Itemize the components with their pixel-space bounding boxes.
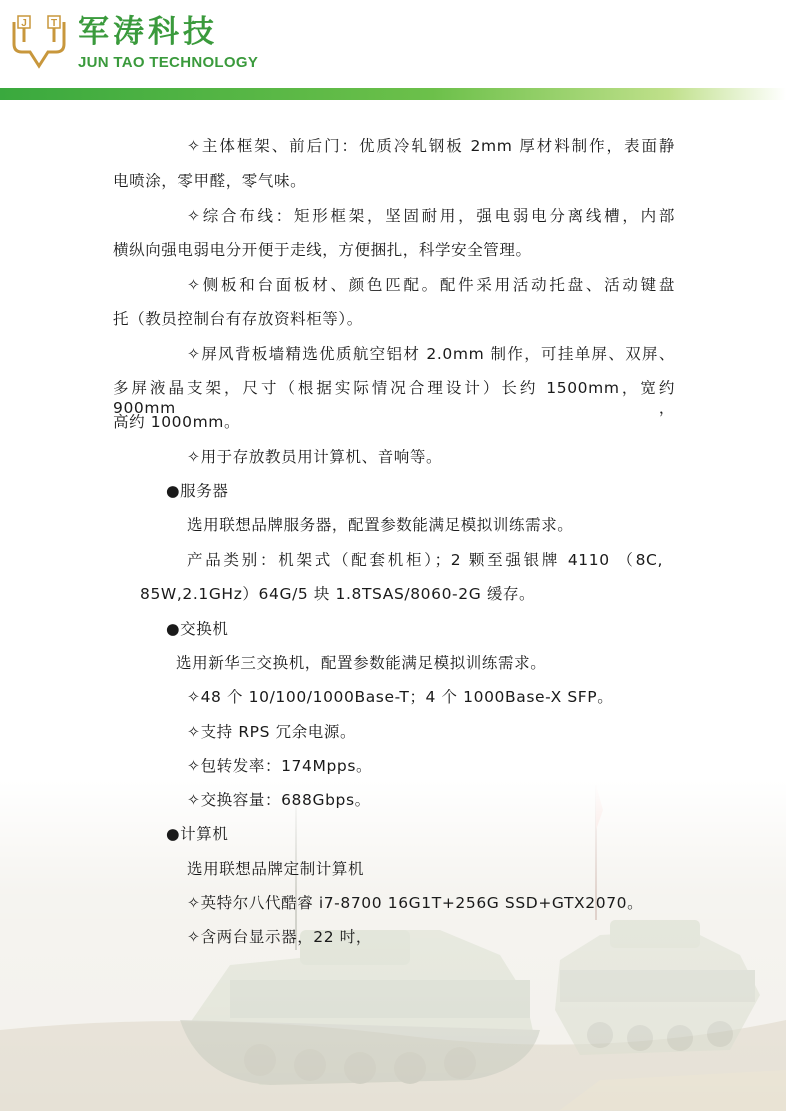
switch-line-1: 选用新华三交换机，配置参数能满足模拟训练需求。 [176, 654, 547, 672]
computer-line-2: ✧英特尔八代酷睿 i7-8700 16G1T+256G SSD+GTX2070。 [187, 894, 644, 912]
paragraph-screen-line-1: ✧屏风背板墙精选优质航空铝材 2.0mm 制作，可挂单屏、双屏、 [187, 345, 675, 363]
paragraph-storage: ✧用于存放教员用计算机、音响等。 [187, 448, 443, 466]
paragraph-frame-line-1: ✧主体框架、前后门：优质冷轧钢板 2mm 厚材料制作，表面静 [187, 137, 675, 155]
computer-line-3: ✧含两台显示器，22 吋， [187, 928, 372, 946]
server-line-3: 85W,2.1GHz）64G/5 块 1.8TSAS/8060-2G 缓存。 [140, 585, 536, 603]
paragraph-panels-line-1: ✧侧板和台面板材、颜色匹配。配件采用活动托盘、活动键盘 [187, 276, 675, 294]
svg-text:T: T [50, 18, 58, 29]
paragraph-screen-line-2: 多屏液晶支架，尺寸（根据实际情况合理设计）长约 1500mm，宽约 900mm， [113, 379, 675, 417]
server-line-2: 产品类别：机架式（配套机柜）；2 颗至强银牌 4110 （8C, [187, 551, 663, 569]
computer-line-1: 选用联想品牌定制计算机 [187, 860, 365, 878]
paragraph-panels-line-2: 托（教员控制台有存放资料柜等）。 [113, 310, 363, 328]
section-heading-computer: ●计算机 [166, 825, 229, 843]
switch-line-2: ✧48 个 10/100/1000Base-T；4 个 1000Base-X SFP。 [187, 688, 614, 706]
switch-line-5: ✧交换容量：688Gbps。 [187, 791, 371, 809]
paragraph-frame-line-2: 电喷涂，零甲醛，零气味。 [113, 172, 307, 190]
paragraph-wiring-line-2: 横纵向强电弱电分开便于走线，方便捆扎，科学安全管理。 [113, 241, 532, 259]
section-heading-server: ●服务器 [166, 482, 229, 500]
svg-text:J: J [21, 18, 27, 29]
paragraph-wiring-line-1: ✧综合布线：矩形框架，坚固耐用，强电弱电分离线槽，内部 [187, 207, 675, 225]
section-heading-switch: ●交换机 [166, 620, 229, 638]
switch-line-3: ✧支持 RPS 冗余电源。 [187, 723, 357, 741]
switch-line-4: ✧包转发率：174Mpps。 [187, 757, 373, 775]
server-line-1: 选用联想品牌服务器，配置参数能满足模拟训练需求。 [187, 516, 574, 534]
brand-name-chinese: 军涛科技 [78, 14, 218, 50]
brand-name-english: JUN TAO TECHNOLOGY [78, 54, 259, 71]
paragraph-screen-line-3: 高约 1000mm。 [113, 413, 241, 431]
